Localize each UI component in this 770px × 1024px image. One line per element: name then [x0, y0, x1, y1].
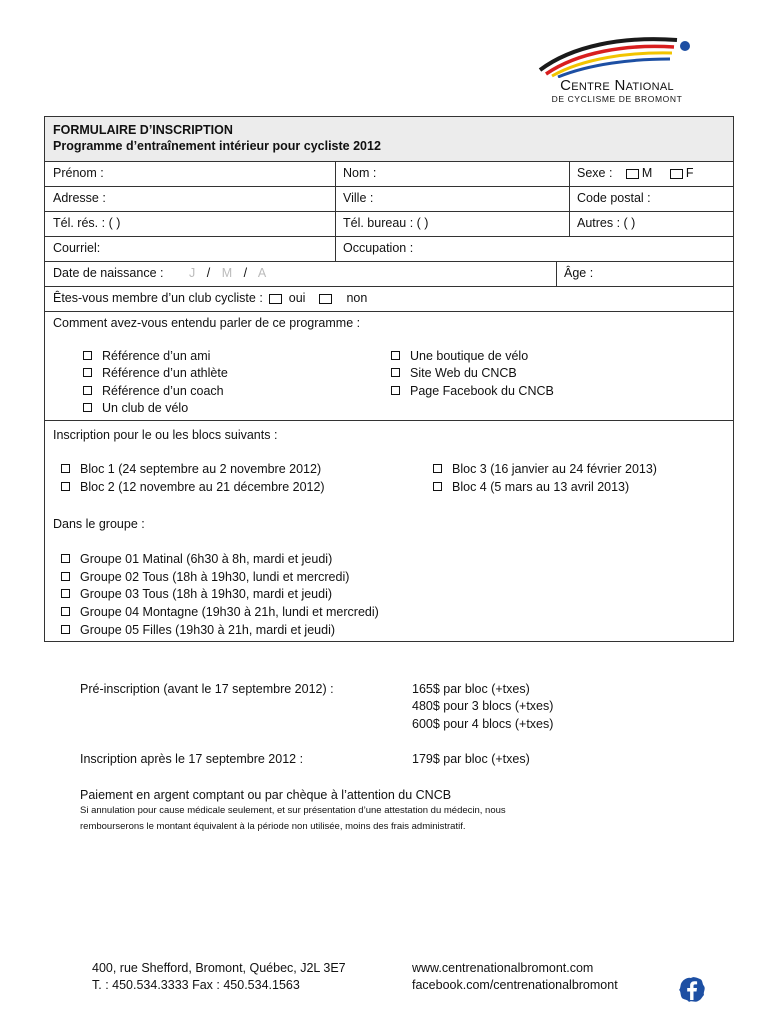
source-option[interactable] — [83, 348, 210, 365]
tel-bureau-field[interactable]: Tél. bureau : ( ) — [343, 216, 429, 230]
pre-price-3: 600$ pour 4 blocs (+txes) — [412, 717, 554, 731]
bloc-option[interactable] — [433, 479, 629, 496]
source-option[interactable] — [83, 383, 224, 400]
groupe-option[interactable] — [61, 569, 349, 586]
form-title: FORMULAIRE D’INSCRIPTION — [53, 123, 233, 137]
date-separator-2: / — [243, 266, 248, 280]
groupe-option-label: Groupe 04 Montagne (19h30 à 21h, lundi et mercredi) — [80, 605, 379, 619]
footer-address: 400, rue Shefford, Bromont, Québec, J2L 3E7 — [92, 961, 346, 975]
checkbox-icon[interactable] — [61, 464, 70, 473]
club-oui-checkbox[interactable] — [269, 294, 282, 304]
club-non-checkbox[interactable] — [319, 294, 332, 304]
checkbox-icon[interactable] — [391, 386, 400, 395]
pre-price-2: 480$ pour 3 blocs (+txes) — [412, 699, 554, 713]
adresse-field[interactable]: Adresse : — [53, 191, 106, 205]
row-address — [45, 187, 733, 212]
sexe-f-label: F — [685, 166, 694, 180]
bloc-option-label: Bloc 4 (5 mars au 13 avril 2013) — [452, 480, 630, 494]
bloc-option[interactable] — [61, 479, 325, 496]
groupe-question: Dans le groupe : — [53, 517, 145, 531]
checkbox-icon[interactable] — [83, 386, 92, 395]
source-option[interactable] — [391, 365, 517, 382]
source-option-label: Page Facebook du CNCB — [410, 384, 554, 398]
club-non-label: non — [346, 291, 368, 305]
source-option-label: Référence d’un ami — [102, 349, 211, 363]
logo-subtitle: DE CYCLISME DE BROMONT — [551, 94, 683, 104]
source-option-label: Une boutique de vélo — [410, 349, 529, 363]
nom-field[interactable]: Nom : — [343, 166, 377, 180]
groupe-option[interactable] — [61, 586, 332, 603]
date-year-placeholder: A — [257, 266, 267, 280]
occupation-field[interactable]: Occupation : — [343, 241, 414, 255]
checkbox-icon[interactable] — [433, 464, 442, 473]
bloc-option[interactable] — [433, 461, 657, 478]
source-option[interactable] — [83, 365, 228, 382]
autres-field[interactable]: Autres : ( ) — [577, 216, 636, 230]
club-question-label: Êtes-vous membre d’un club cycliste : — [53, 291, 263, 305]
checkbox-icon[interactable] — [61, 625, 70, 634]
sexe-m-checkbox[interactable] — [626, 169, 639, 179]
source-option[interactable] — [391, 348, 528, 365]
source-option-label: Un club de vélo — [102, 401, 189, 415]
cncb-logo — [532, 30, 702, 110]
checkbox-icon[interactable] — [61, 554, 70, 563]
refund-note-line1: Si annulation pour cause médicale seulement, et sur présentation d’une attestation du médecin, nous — [80, 805, 506, 816]
bloc-option-label: Bloc 2 (12 novembre au 21 décembre 2012) — [80, 480, 325, 494]
registration-form — [44, 116, 734, 642]
row-name — [45, 162, 733, 187]
sexe-f-checkbox[interactable] — [670, 169, 683, 179]
refund-note-line2: rembourserons le montant équivalent à la période non utilisée, moins des frais administratif. — [80, 821, 466, 832]
club-oui-label: oui — [288, 291, 306, 305]
post-inscription-label: Inscription après le 17 septembre 2012 : — [80, 752, 304, 766]
source-option-label: Site Web du CNCB — [410, 366, 517, 380]
footer-website-link[interactable]: www.centrenationalbromont.com — [412, 961, 594, 975]
groupe-option-label: Groupe 05 Filles (19h30 à 21h, mardi et jeudi) — [80, 623, 336, 637]
checkbox-icon[interactable] — [433, 482, 442, 491]
sexe-m-label: M — [641, 166, 653, 180]
date-day-placeholder: J — [188, 266, 196, 280]
checkbox-icon[interactable] — [61, 589, 70, 598]
club-question — [45, 287, 375, 311]
code-postal-field[interactable]: Code postal : — [577, 191, 651, 205]
post-price: 179$ par bloc (+txes) — [412, 752, 530, 766]
groupe-option-label: Groupe 02 Tous (18h à 19h30, lundi et mercredi) — [80, 570, 350, 584]
age-field[interactable]: Âge : — [564, 266, 594, 280]
date-naissance-field[interactable] — [45, 262, 274, 286]
groupe-option-label: Groupe 01 Matinal (6h30 à 8h, mardi et jeudi) — [80, 552, 333, 566]
checkbox-icon[interactable] — [61, 572, 70, 581]
sexe-label: Sexe : — [577, 166, 613, 180]
groupe-option[interactable] — [61, 622, 335, 639]
source-option[interactable] — [391, 383, 554, 400]
ville-field[interactable]: Ville : — [343, 191, 374, 205]
checkbox-icon[interactable] — [61, 607, 70, 616]
facebook-icon[interactable] — [676, 974, 708, 1006]
bloc-option[interactable] — [61, 461, 321, 478]
cyclist-swoosh-graphic — [532, 30, 702, 78]
checkbox-icon[interactable] — [83, 368, 92, 377]
checkbox-icon[interactable] — [391, 368, 400, 377]
sexe-field — [569, 162, 701, 186]
form-header — [45, 117, 733, 162]
payment-note: Paiement en argent comptant ou par chèque à l’attention du CNCB — [80, 788, 452, 802]
bloc-option-label: Bloc 1 (24 septembre au 2 novembre 2012) — [80, 462, 322, 476]
source-option-label: Référence d’un coach — [102, 384, 224, 398]
source-option[interactable] — [83, 400, 188, 417]
tel-res-field[interactable]: Tél. rés. : ( ) — [53, 216, 121, 230]
footer-phone: T. : 450.534.3333 Fax : 450.534.1563 — [92, 978, 300, 992]
footer-facebook-link[interactable]: facebook.com/centrenationalbromont — [412, 978, 618, 992]
checkbox-icon[interactable] — [83, 403, 92, 412]
row-club — [45, 287, 733, 312]
row-sources — [45, 312, 733, 421]
pre-inscription-label: Pré-inscription (avant le 17 septembre 2012) : — [80, 682, 334, 696]
checkbox-icon[interactable] — [61, 482, 70, 491]
row-birthdate — [45, 262, 733, 287]
checkbox-icon[interactable] — [83, 351, 92, 360]
blocs-question: Inscription pour le ou les blocs suivants : — [53, 428, 278, 442]
logo-title: Centre National — [560, 77, 674, 94]
source-option-label: Référence d’un athlète — [102, 366, 228, 380]
date-month-placeholder: M — [221, 266, 233, 280]
form-subtitle: Programme d’entraînement intérieur pour cycliste 2012 — [53, 139, 381, 153]
prenom-field[interactable]: Prénom : — [53, 166, 104, 180]
groupe-option[interactable] — [61, 604, 379, 621]
row-phones — [45, 212, 733, 237]
bloc-option-label: Bloc 3 (16 janvier au 24 février 2013) — [452, 462, 657, 476]
row-email — [45, 237, 733, 262]
groupe-option-label: Groupe 03 Tous (18h à 19h30, mardi et jeudi) — [80, 587, 333, 601]
courriel-field[interactable]: Courriel: — [53, 241, 101, 255]
date-naissance-label: Date de naissance : — [53, 266, 164, 280]
pre-price-1: 165$ par bloc (+txes) — [412, 682, 530, 696]
date-separator-1: / — [206, 266, 211, 280]
checkbox-icon[interactable] — [391, 351, 400, 360]
groupe-option[interactable] — [61, 551, 332, 568]
source-question: Comment avez-vous entendu parler de ce programme : — [53, 316, 361, 330]
